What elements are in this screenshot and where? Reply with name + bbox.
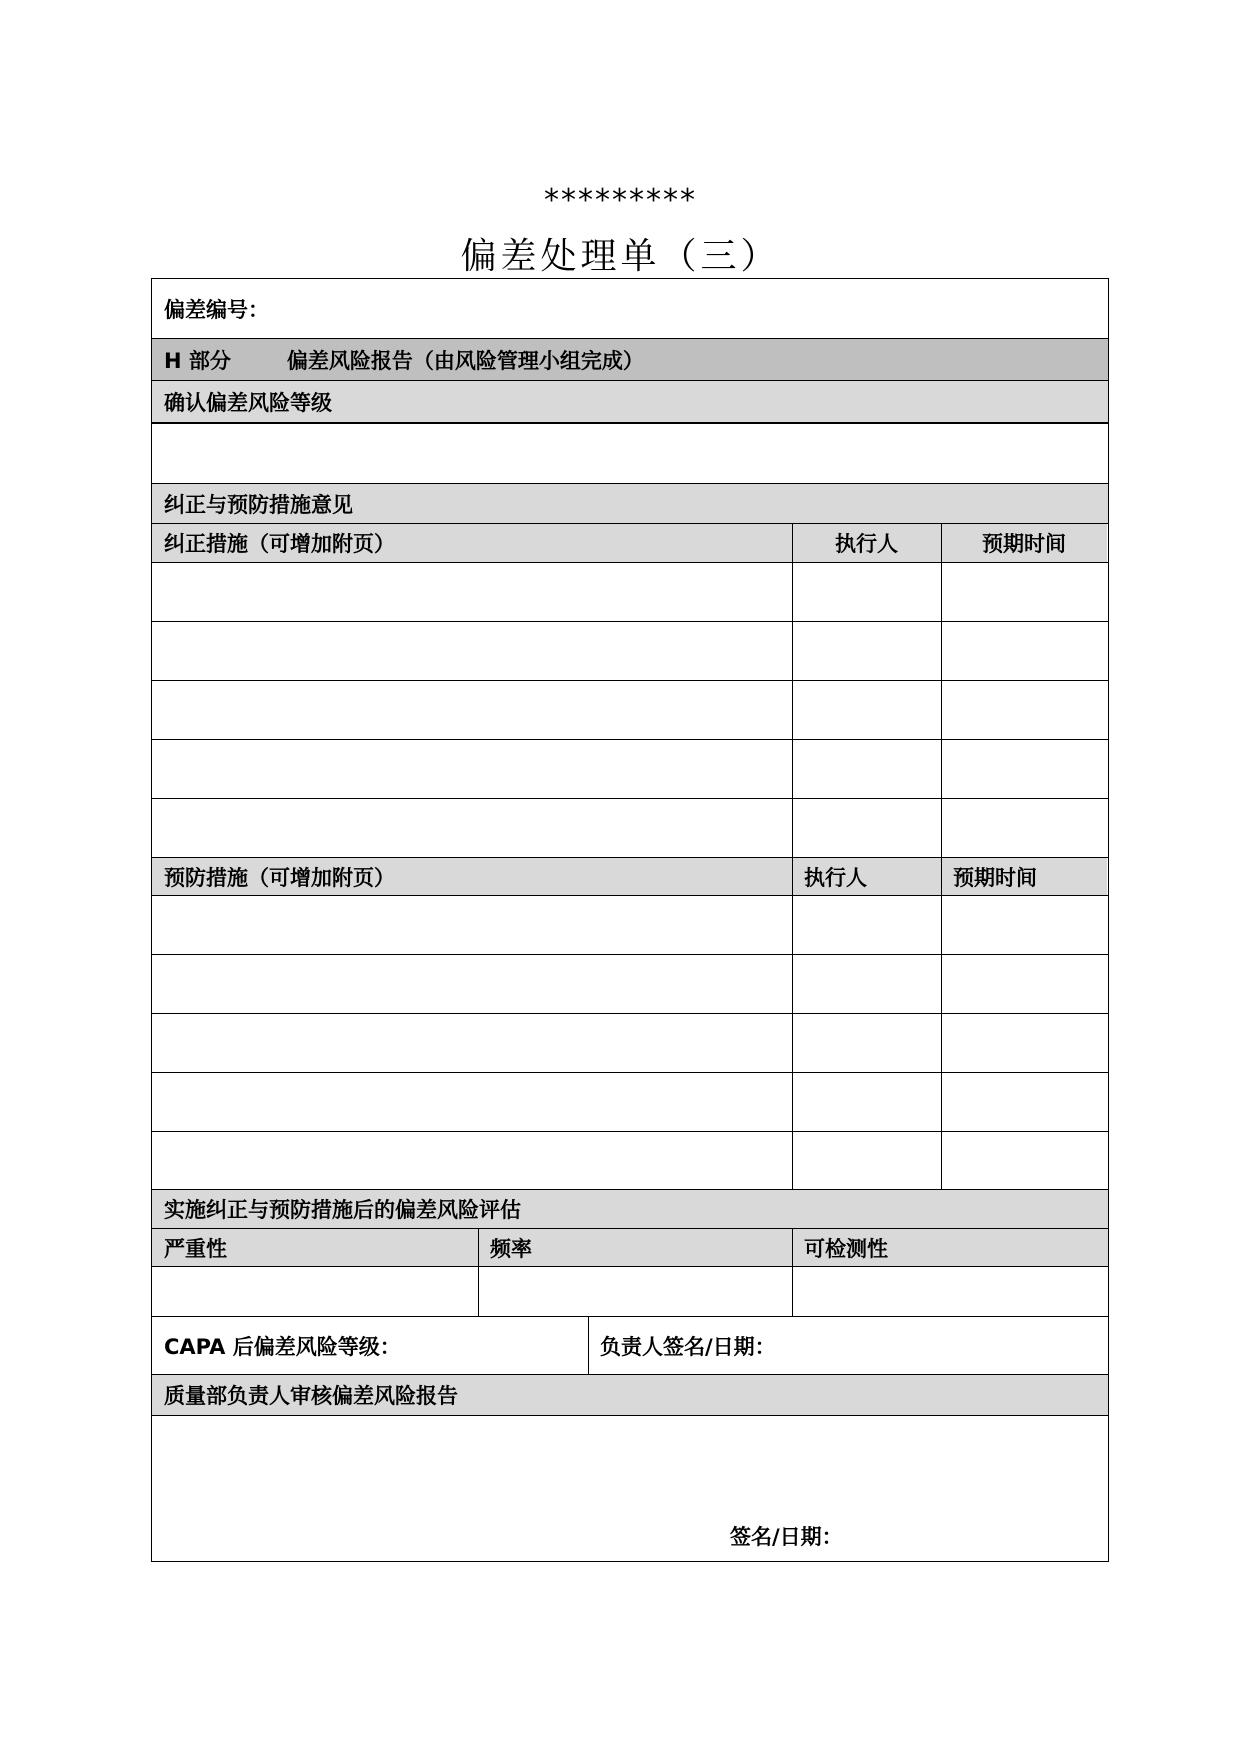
preventive-row-5-measure[interactable] (152, 1132, 792, 1189)
preventive-row-5-executor[interactable] (792, 1132, 941, 1189)
capa-level-label: CAPA 后偏差风险等级： (164, 1334, 401, 1359)
qa-review-text: 质量部负责人审核偏差风险报告 (164, 1384, 458, 1408)
deviation-form (151, 278, 1109, 1562)
corrective-executor-text: 执行人 (835, 532, 898, 556)
preventive-row-3-executor[interactable] (792, 1014, 941, 1072)
preventive-row-3-due[interactable] (941, 1014, 1107, 1072)
preventive-row-1-executor[interactable] (792, 896, 941, 954)
corrective-due-text: 预期时间 (982, 532, 1066, 556)
corrective-row-2-due[interactable] (941, 622, 1107, 680)
detectability-text: 可检测性 (804, 1236, 888, 1261)
corrective-row-3-due[interactable] (941, 681, 1107, 739)
detectability-field[interactable] (792, 1267, 1108, 1316)
corrective-row-1-due[interactable] (941, 563, 1107, 621)
preventive-row-4-due[interactable] (941, 1073, 1107, 1131)
frequency-text: 频率 (490, 1236, 532, 1261)
confirm-level-field[interactable] (152, 424, 1108, 483)
corrective-row-2-executor[interactable] (792, 622, 941, 680)
responsible-sign-field[interactable] (588, 1317, 1108, 1374)
preventive-header (152, 858, 792, 895)
section-h-title: 偏差风险报告（由风险管理小组完成） (286, 348, 644, 373)
company-name: ********* (544, 183, 697, 218)
qa-sign-date-label: 签名/日期： (730, 1525, 843, 1549)
corrective-row-3-executor[interactable] (792, 681, 941, 739)
corrective-row-3-measure[interactable] (152, 681, 792, 739)
preventive-due-text: 预期时间 (953, 865, 1037, 890)
preventive-row-2-executor[interactable] (792, 955, 941, 1013)
preventive-header-text: 预防措施（可增加附页） (164, 865, 395, 890)
qa-review-field[interactable] (152, 1416, 1108, 1561)
responsible-sign-label: 负责人签名/日期： (600, 1334, 776, 1359)
preventive-row-2-due[interactable] (941, 955, 1107, 1013)
confirm-level-text: 确认偏差风险等级 (164, 390, 332, 415)
detectability-header (792, 1229, 1108, 1266)
corrective-row-1-measure[interactable] (152, 563, 792, 621)
preventive-row-4-measure[interactable] (152, 1073, 792, 1131)
deviation-no-field[interactable] (152, 279, 1108, 338)
preventive-row-4-executor[interactable] (792, 1073, 941, 1131)
corrective-header (152, 524, 792, 562)
frequency-header (478, 1229, 792, 1266)
corrective-header-text: 纠正措施（可增加附页） (164, 532, 395, 556)
corrective-due-header (941, 524, 1107, 562)
preventive-row-2-measure[interactable] (152, 955, 792, 1013)
severity-text: 严重性 (164, 1236, 227, 1261)
capa-opinion-text: 纠正与预防措施意见 (164, 492, 353, 517)
corrective-row-2-measure[interactable] (152, 622, 792, 680)
corrective-row-5-executor[interactable] (792, 799, 941, 857)
corrective-row-4-due[interactable] (941, 740, 1107, 798)
preventive-executor-header (792, 858, 941, 895)
post-capa-eval-label (152, 1190, 1108, 1228)
severity-header (152, 1229, 478, 1266)
qa-review-label (152, 1375, 1108, 1415)
corrective-executor-header (792, 524, 941, 562)
confirm-level-label (152, 381, 1108, 422)
corrective-row-5-measure[interactable] (152, 799, 792, 857)
preventive-executor-text: 执行人 (804, 865, 867, 890)
frequency-field[interactable] (478, 1267, 792, 1316)
corrective-row-5-due[interactable] (941, 799, 1107, 857)
post-capa-eval-text: 实施纠正与预防措施后的偏差风险评估 (164, 1198, 521, 1222)
corrective-row-4-executor[interactable] (792, 740, 941, 798)
preventive-row-1-due[interactable] (941, 896, 1107, 954)
severity-field[interactable] (152, 1267, 478, 1316)
preventive-row-3-measure[interactable] (152, 1014, 792, 1072)
preventive-row-5-due[interactable] (941, 1132, 1107, 1189)
document-title: 偏差处理单（三） (460, 236, 781, 277)
deviation-no-label: 偏差编号： (164, 297, 269, 322)
section-h-header (152, 339, 1108, 380)
capa-level-field[interactable] (152, 1317, 588, 1374)
section-h-part: H 部分 (164, 348, 231, 373)
corrective-row-1-executor[interactable] (792, 563, 941, 621)
preventive-row-1-measure[interactable] (152, 896, 792, 954)
capa-opinion-label (152, 484, 1108, 523)
corrective-row-4-measure[interactable] (152, 740, 792, 798)
preventive-due-header (941, 858, 1107, 895)
